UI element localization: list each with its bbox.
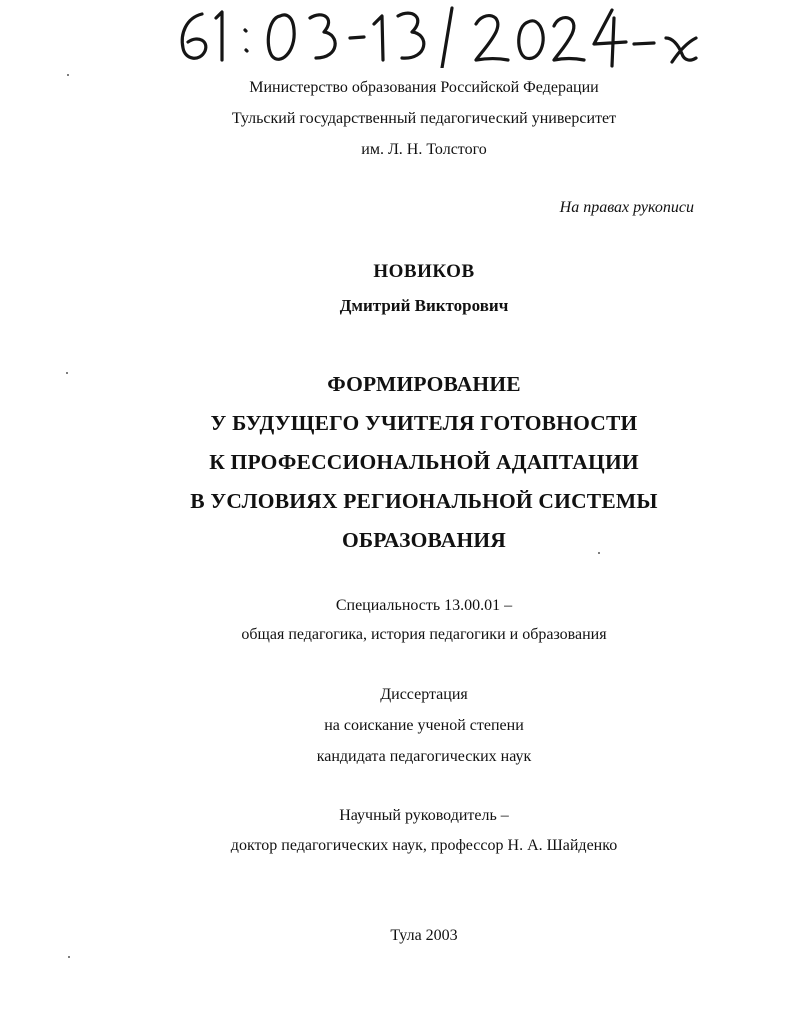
author-given-names: Дмитрий Викторович — [339, 296, 509, 315]
dissertation-line-3: кандидата педагогических наук — [316, 748, 532, 765]
city-year: Тула 2003 — [390, 927, 458, 944]
dissertation-line-1: Диссертация — [380, 686, 468, 703]
specialty-line-2: общая педагогика, история педагогики и образования — [241, 626, 607, 643]
handwriting-svg — [150, 4, 710, 68]
university-line: Тульский государственный педагогический университет — [231, 110, 617, 127]
scan-speck — [67, 74, 69, 76]
title-line-4: В УСЛОВИЯХ РЕГИОНАЛЬНОЙ СИСТЕМЫ — [190, 489, 658, 513]
handwritten-archive-code — [150, 4, 710, 68]
manuscript-note: На правах рукописи — [559, 199, 694, 216]
named-after-line: им. Л. Н. Толстого — [361, 141, 487, 158]
title-line-5: ОБРАЗОВАНИЯ — [341, 528, 507, 552]
dissertation-line-2: на соискание ученой степени — [324, 717, 524, 734]
author-surname: НОВИКОВ — [373, 261, 475, 282]
ministry-line: Министерство образования Российской Федерации — [249, 79, 599, 96]
specialty-line-1: Специальность 13.00.01 – — [335, 597, 513, 614]
supervisor-line-2: доктор педагогических наук, профессор Н. А. Шайденко — [230, 837, 618, 854]
supervisor-line-1: Научный руководитель – — [339, 807, 509, 824]
scan-speck — [68, 956, 70, 958]
title-line-2: У БУДУЩЕГО УЧИТЕЛЯ ГОТОВНОСТИ — [210, 411, 638, 435]
title-line-3: К ПРОФЕССИОНАЛЬНОЙ АДАПТАЦИИ — [209, 450, 639, 474]
title-line-1: ФОРМИРОВАНИЕ — [327, 372, 521, 396]
